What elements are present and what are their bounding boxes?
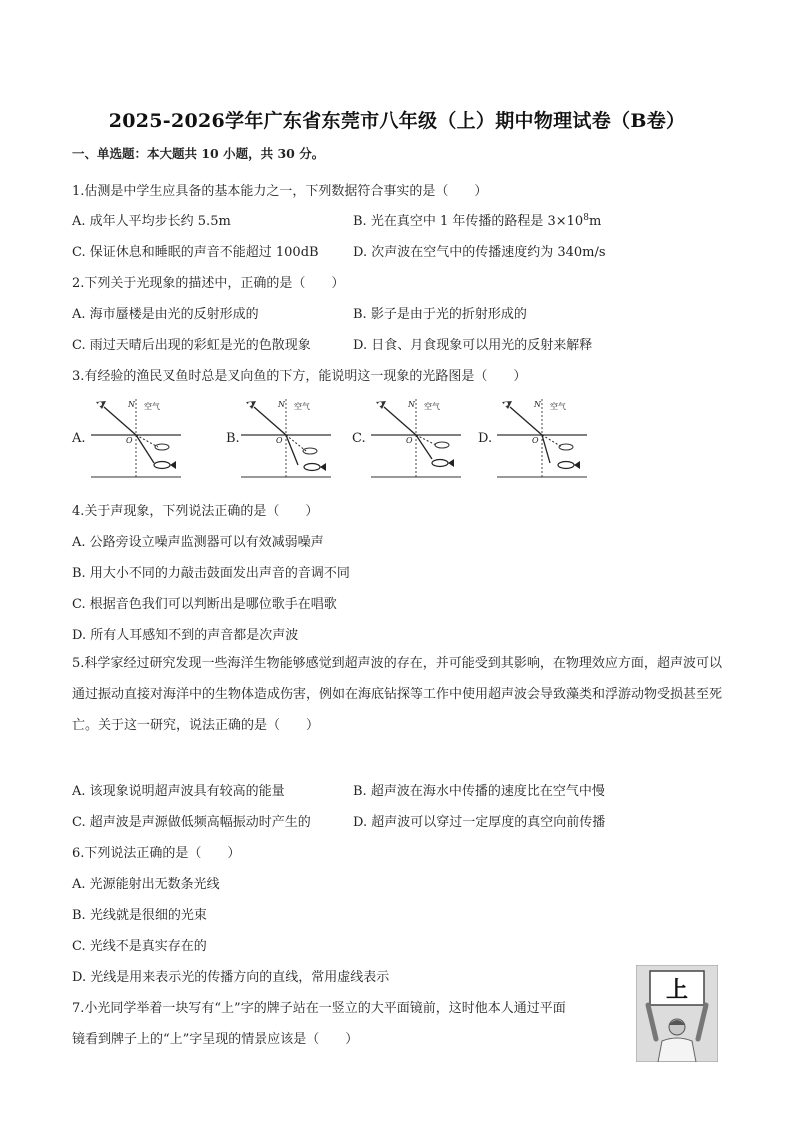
question-2-option-c[interactable]: C. 雨过天晴后出现的彩虹是光的色散现象 <box>72 338 311 353</box>
fish-icon <box>432 460 448 467</box>
air-label: 空气 <box>294 402 310 411</box>
fish-image-icon <box>559 444 573 450</box>
question-6-option-a[interactable]: A. 光源能射出无数条光线 <box>72 877 220 892</box>
normal-label: N <box>278 400 285 409</box>
question-1-option-d[interactable]: D. 次声波在空气中的传播速度约为 340m/s <box>353 245 606 260</box>
air-label: 空气 <box>144 402 160 411</box>
fish-icon <box>558 462 574 469</box>
origin-label: O <box>276 436 283 445</box>
question-3-label-d[interactable]: D. <box>478 431 493 446</box>
question-3-label-a[interactable]: A. <box>72 431 86 446</box>
air-label: 空气 <box>550 402 566 411</box>
question-2-option-d[interactable]: D. 日食、月食现象可以用光的反射来解释 <box>353 338 593 353</box>
question-1-option-c[interactable]: C. 保证休息和睡眠的声音不能超过 100dB <box>72 245 319 260</box>
origin-label: O <box>406 436 413 445</box>
question-4-option-b[interactable]: B. 用大小不同的力敲击鼓面发出声音的音调不同 <box>72 566 350 581</box>
question-4-option-d[interactable]: D. 所有人耳感知不到的声音都是次声波 <box>72 628 299 643</box>
page-title: 2025-2026学年广东省东莞市八年级（上）期中物理试卷（B卷） <box>108 110 686 132</box>
question-1-stem: 1.估测是中学生应具备的基本能力之一，下列数据符合事实的是（ ） <box>72 184 488 199</box>
fish-image-icon <box>303 448 317 454</box>
question-7-stem-line-1: 7.小光同学举着一块写有“上”字的牌子站在一竖立的大平面镜前，这时他本人通过平面 <box>72 1001 566 1016</box>
question-6-option-d[interactable]: D. 光线是用来表示光的传播方向的直线，常用虚线表示 <box>72 970 390 985</box>
option-b-text: B. 光在真空中 1 年传播的路程是 3×10 <box>353 214 584 229</box>
question-4-option-a[interactable]: A. 公路旁设立噪声监测器可以有效减弱噪声 <box>72 535 324 550</box>
question-7-stem-line-2: 镜看到牌子上的“上”字呈现的情景应该是（ ） <box>72 1032 359 1047</box>
question-5-option-c[interactable]: C. 超声波是声源做低频高幅振动时产生的 <box>72 815 311 830</box>
origin-label: O <box>126 436 133 445</box>
question-5-option-a[interactable]: A. 该现象说明超声波具有较高的能量 <box>72 784 285 799</box>
sign-character: 上 <box>665 978 689 1003</box>
question-5-option-b[interactable]: B. 超声波在海水中传播的速度比在空气中慢 <box>353 784 605 799</box>
origin-label: O <box>532 436 539 445</box>
question-4-stem: 4.关于声现象，下列说法正确的是（ ） <box>72 504 319 519</box>
question-6-option-c[interactable]: C. 光线不是真实存在的 <box>72 939 207 954</box>
normal-label: N <box>408 400 415 409</box>
question-4-option-c[interactable]: C. 根据音色我们可以判断出是哪位歌手在唱歌 <box>72 597 337 612</box>
unit: m <box>588 214 602 229</box>
person-body <box>658 1038 696 1062</box>
question-6-stem: 6.下列说法正确的是（ ） <box>72 846 241 861</box>
sign-holder-photo <box>636 965 718 1062</box>
ray-diagram-c[interactable] <box>366 395 466 483</box>
normal-label: N <box>128 400 135 409</box>
question-2-stem: 2.下列关于光现象的描述中，正确的是（ ） <box>72 276 345 291</box>
ray-diagram-a[interactable] <box>86 395 186 483</box>
question-5-stem: 5.科学家经过研究发现一些海洋生物能够感觉到超声波的存在，并可能受到其影响，在物理效应方面，超声波可以通过振动直接对海洋中的生物体造成伤害，例如在海底钻探等工作中使用超声波会导致藻类和浮游动物受损甚至死亡。关于这一研究，说法正确的是（ ） <box>72 656 723 733</box>
ray-diagram-d[interactable] <box>492 395 592 483</box>
question-3-label-c[interactable]: C. <box>352 431 366 446</box>
normal-label: N <box>534 400 541 409</box>
question-3-label-b[interactable]: B. <box>226 431 240 446</box>
section-heading: 一、单选题：本大题共 10 小题，共 30 分。 <box>72 146 325 161</box>
question-3-stem: 3.有经验的渔民叉鱼时总是叉向鱼的下方，能说明这一现象的光路图是（ ） <box>72 369 527 384</box>
question-1-option-a[interactable]: A. 成年人平均步长约 5.5m <box>72 214 231 229</box>
exponent: 8 <box>583 213 589 223</box>
question-2-option-a[interactable]: A. 海市蜃楼是由光的反射形成的 <box>72 307 259 322</box>
question-5-option-d[interactable]: D. 超声波可以穿过一定厚度的真空向前传播 <box>353 815 606 830</box>
fish-icon <box>304 464 320 471</box>
question-6-option-b[interactable]: B. 光线就是很细的光束 <box>72 908 207 923</box>
air-label: 空气 <box>424 402 440 411</box>
question-1-option-b[interactable] <box>353 210 601 229</box>
fish-image-icon <box>435 442 449 448</box>
question-2-option-b[interactable]: B. 影子是由于光的折射形成的 <box>353 307 527 322</box>
fish-icon <box>154 462 170 469</box>
ray-diagram-b[interactable] <box>236 395 336 483</box>
